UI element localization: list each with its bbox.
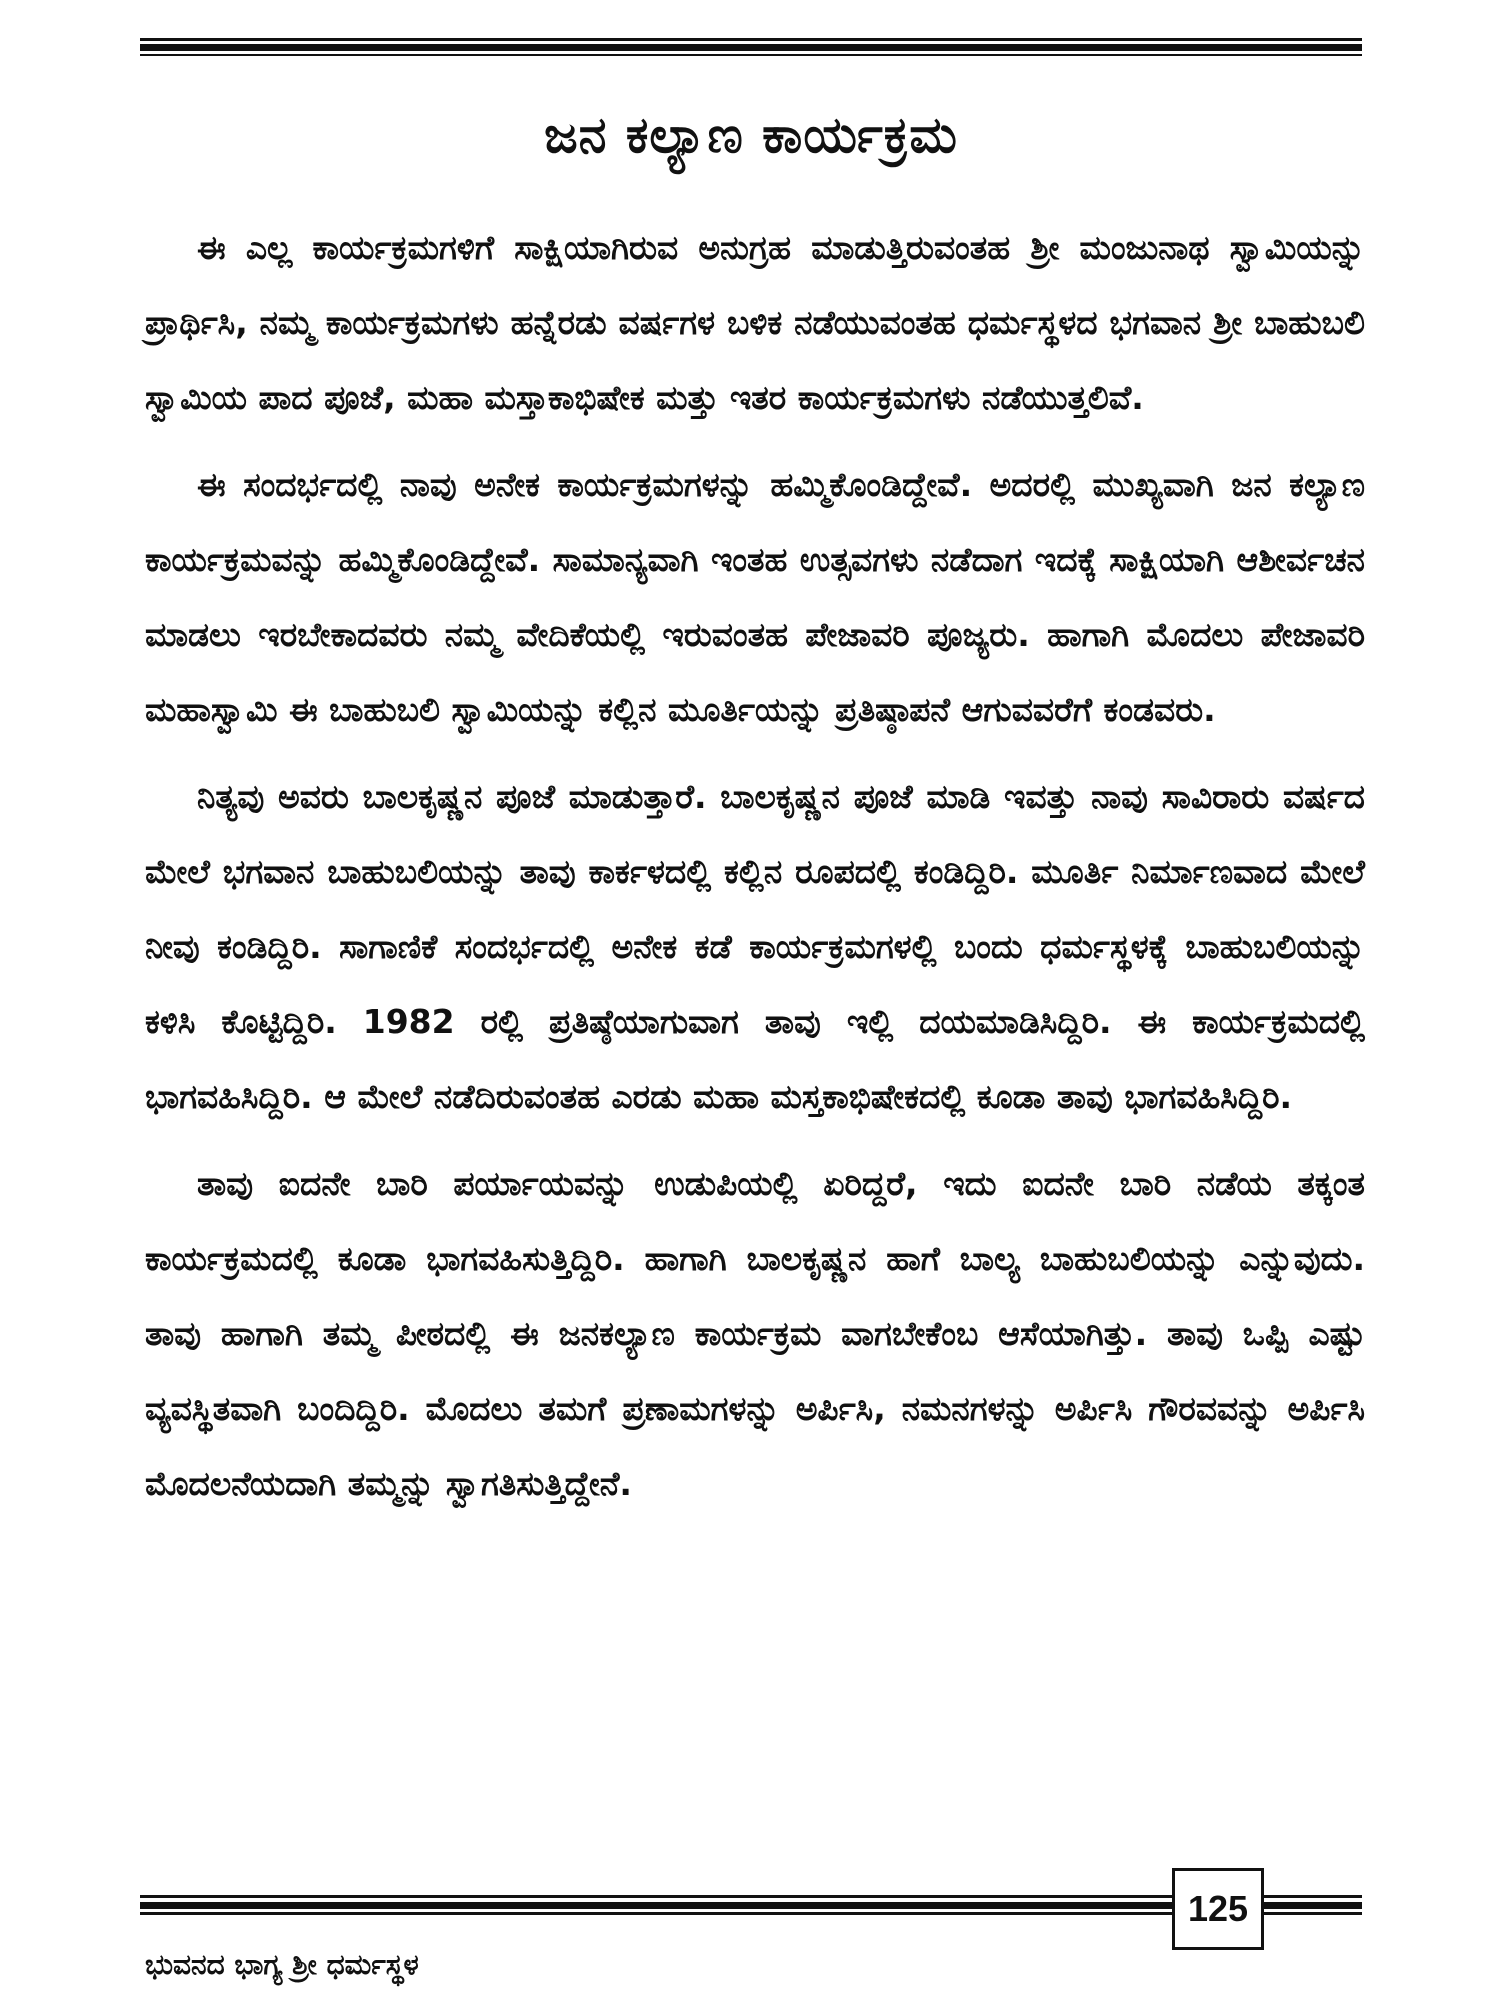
paragraph-1: ಈ ಎಲ್ಲ ಕಾರ್ಯಕ್ರಮಗಳಿಗೆ ಸಾಕ್ಷಿಯಾಗಿರುವ ಅನುಗ್ರಹ ಮಾಡುತ್ತಿರುವಂತಹ ಶ್ರೀ ಮಂಜುನಾಥ ಸ್ವಾಮಿಯನ್ನು ಪ್ರಾರ್ಥಿಸಿ, ನಮ್ಮ ಕಾರ್ಯಕ್ರಮಗಳು ಹನ್ನೆರಡು ವರ್ಷಗಳ ಬಳಿಕ ನಡೆಯುವಂತಹ ಧರ್ಮಸ್ಥಳದ ಭಗವಾನ ಶ್ರೀ ಬಾಹುಬಲಿ ಸ್ವಾಮಿಯ ಪಾದ ಪೂಜೆ, ಮಹಾ ಮಸ್ತಾಕಾಭಿಷೇಕ ಮತ್ತು ಇತರ ಕಾರ್ಯಕ್ರಮಗಳು ನಡೆಯುತ್ತಲಿವೆ. — [145, 228, 1365, 417]
body-text — [145, 210, 1365, 1533]
page-number: 125 — [1172, 1868, 1264, 1950]
paragraph-2: ಈ ಸಂದರ್ಭದಲ್ಲಿ ನಾವು ಅನೇಕ ಕಾರ್ಯಕ್ರಮಗಳನ್ನು ಹಮ್ಮಿಕೊಂಡಿದ್ದೇವೆ. ಅದರಲ್ಲಿ ಮುಖ್ಯವಾಗಿ ಜನ ಕಲ್ಯಾಣ ಕಾರ್ಯಕ್ರಮವನ್ನು ಹಮ್ಮಿಕೊಂಡಿದ್ದೇವೆ. ಸಾಮಾನ್ಯವಾಗಿ ಇಂತಹ ಉತ್ಸವಗಳು ನಡೆದಾಗ ಇದಕ್ಕೆ ಸಾಕ್ಷಿಯಾಗಿ ಆಶೀರ್ವಚನ ಮಾಡಲು ಇರಬೇಕಾದವರು ನಮ್ಮ ವೇದಿಕೆಯಲ್ಲಿ ಇರುವಂತಹ ಪೇಜಾವರಿ ಪೂಜ್ಯರು. ಹಾಗಾಗಿ ಮೊದಲು ಪೇಜಾವರಿ ಮಹಾಸ್ವಾಮಿ ಈ ಬಾಹುಬಲಿ ಸ್ವಾಮಿಯನ್ನು ಕಲ್ಲಿನ ಮೂರ್ತಿಯನ್ನು ಪ್ರತಿಷ್ಠಾಪನೆ ಆಗುವವರೆಗೆ ಕಂಡವರು. — [145, 465, 1365, 729]
header-rule — [140, 38, 1362, 56]
paragraph-4: ತಾವು ಐದನೇ ಬಾರಿ ಪರ್ಯಾಯವನ್ನು ಉಡುಪಿಯಲ್ಲಿ ಏರಿದ್ದರೆ, ಇದು ಐದನೇ ಬಾರಿ ನಡೆಯ ತಕ್ಕಂತ ಕಾರ್ಯಕ್ರಮದಲ್ಲಿ ಕೂಡಾ ಭಾಗವಹಿಸುತ್ತಿದ್ದಿರಿ. ಹಾಗಾಗಿ ಬಾಲಕೃಷ್ಣನ ಹಾಗೆ ಬಾಲ್ಯ ಬಾಹುಬಲಿಯನ್ನು ಎನ್ನುವುದು. ತಾವು ಹಾಗಾಗಿ ತಮ್ಮ ಪೀಠದಲ್ಲಿ ಈ ಜನಕಲ್ಯಾಣ ಕಾರ್ಯಕ್ರಮ ವಾಗಬೇಕೆಂಬ ಆಸೆಯಾಗಿತ್ತು. ತಾವು ಒಪ್ಪಿ ಎಷ್ಟು ವ್ಯವಸ್ಥಿತವಾಗಿ ಬಂದಿದ್ದಿರಿ. ಮೊದಲು ತಮಗೆ ಪ್ರಣಾಮಗಳನ್ನು ಅರ್ಪಿಸಿ, ನಮನಗಳನ್ನು ಅರ್ಪಿಸಿ ಗೌರವವನ್ನು ಅರ್ಪಿಸಿ ಮೊದಲನೆಯದಾಗಿ ತಮ್ಮನ್ನು ಸ್ವಾಗತಿಸುತ್ತಿದ್ದೇನೆ. — [145, 1164, 1365, 1503]
paragraph-3: ನಿತ್ಯವು ಅವರು ಬಾಲಕೃಷ್ಣನ ಪೂಜೆ ಮಾಡುತ್ತಾರೆ. ಬಾಲಕೃಷ್ಣನ ಪೂಜೆ ಮಾಡಿ ಇವತ್ತು ನಾವು ಸಾವಿರಾರು ವರ್ಷದ ಮೇಲೆ ಭಗವಾನ ಬಾಹುಬಲಿಯನ್ನು ತಾವು ಕಾರ್ಕಳದಲ್ಲಿ ಕಲ್ಲಿನ ರೂಪದಲ್ಲಿ ಕಂಡಿದ್ದಿರಿ. ಮೂರ್ತಿ ನಿರ್ಮಾಣವಾದ ಮೇಲೆ ನೀವು ಕಂಡಿದ್ದಿರಿ. ಸಾಗಾಣಿಕೆ ಸಂದರ್ಭದಲ್ಲಿ ಅನೇಕ ಕಡೆ ಕಾರ್ಯಕ್ರಮಗಳಲ್ಲಿ ಬಂದು ಧರ್ಮಸ್ಥಳಕ್ಕೆ ಬಾಹುಬಲಿಯನ್ನು ಕಳಿಸಿ ಕೊಟ್ಟಿದ್ದಿರಿ. 1982 ರಲ್ಲಿ ಪ್ರತಿಷ್ಠೆಯಾಗುವಾಗ ತಾವು ಇಲ್ಲಿ ದಯಮಾಡಿಸಿದ್ದಿರಿ. ಈ ಕಾರ್ಯಕ್ರಮದಲ್ಲಿ ಭಾಗವಹಿಸಿದ್ದಿರಿ. ಆ ಮೇಲೆ ನಡೆದಿರುವಂತಹ ಎರಡು ಮಹಾ ಮಸ್ತಕಾಭಿಷೇಕದಲ್ಲಿ ಕೂಡಾ ತಾವು ಭಾಗವಹಿಸಿದ್ದಿರಿ. — [145, 777, 1365, 1116]
page-title: ಜನ ಕಲ್ಯಾಣ ಕಾರ್ಯಕ್ರಮ — [544, 106, 958, 164]
book-title: ಭುವನದ ಭಾಗ್ಯ ಶ್ರೀ ಧರ್ಮಸ್ಥಳ — [145, 1948, 419, 1981]
